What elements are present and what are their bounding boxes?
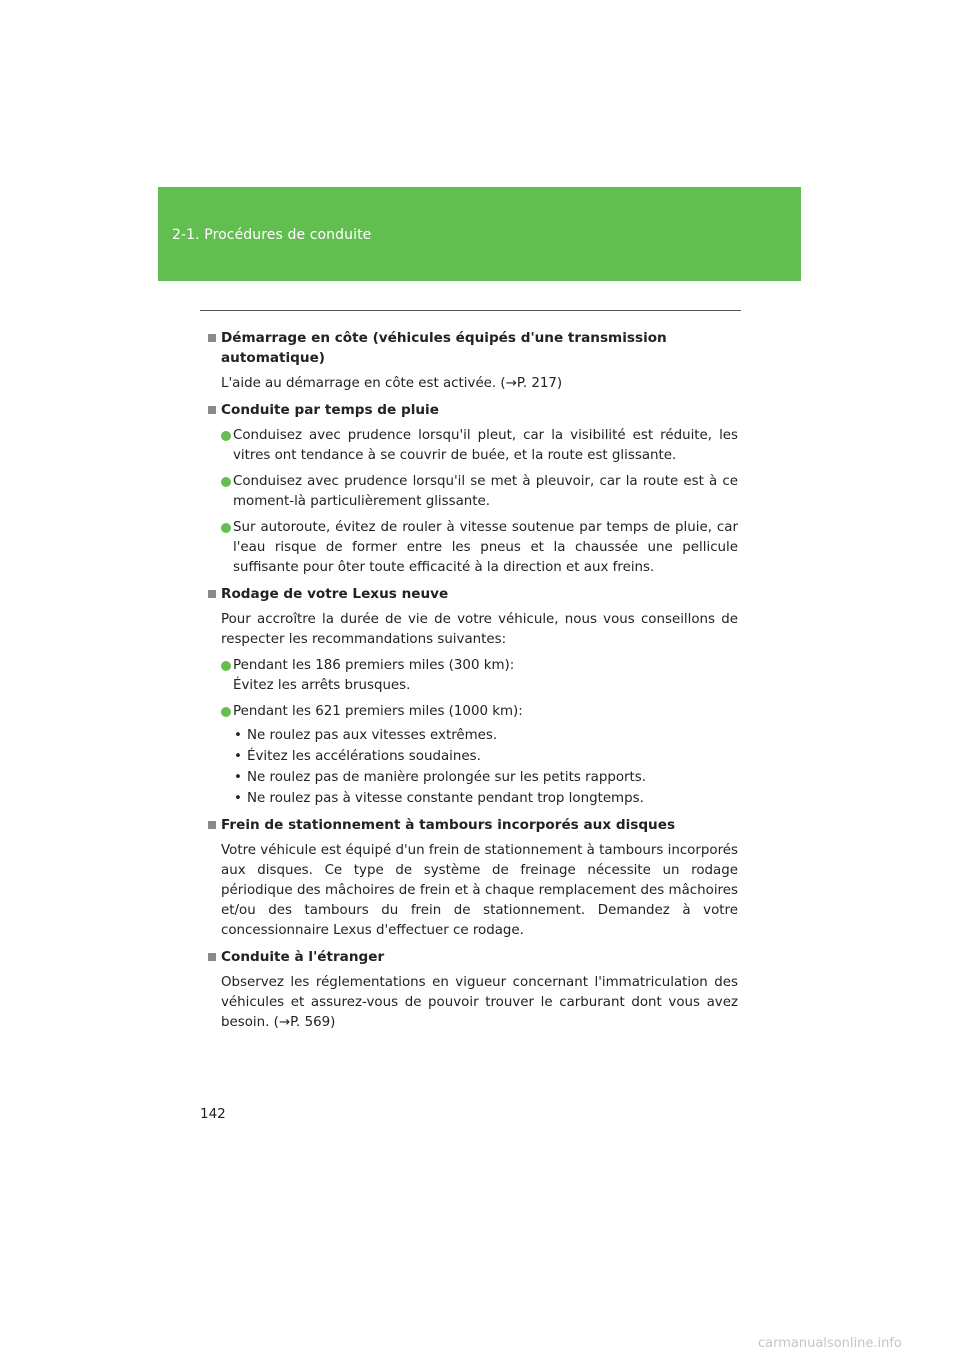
round-bullet-icon: [221, 477, 231, 487]
list-item: Pendant les 621 premiers miles (1000 km):: [206, 702, 738, 722]
heading-hill-start: Démarrage en côte (véhicules équipés d'une transmission automatique): [206, 328, 738, 368]
paragraph: L'aide au démarrage en côte est activée. (→P. 217): [221, 376, 563, 391]
square-bullet-icon: [208, 953, 216, 961]
list-item: Sur autoroute, évitez de rouler à vitesse soutenue par temps de pluie, car l'eau risque de former entre les pneus et la chaussée une pellicule suffisante pour ôter toute efficacité à la direction et aux freins.: [206, 518, 738, 578]
heading-break-in: Rodage de votre Lexus neuve: [206, 584, 738, 604]
heading-rain-driving: Conduite par temps de pluie: [206, 400, 738, 420]
round-bullet-icon: [221, 523, 231, 533]
square-bullet-icon: [208, 334, 216, 342]
sub-list-item: • Ne roulez pas de manière prolongée sur les petits rapports.: [234, 770, 647, 785]
sub-list-item: • Ne roulez pas aux vitesses extrêmes.: [234, 728, 498, 743]
square-bullet-icon: [208, 406, 216, 414]
page-number: 142: [200, 1106, 226, 1122]
heading-parking-brake: Frein de stationnement à tambours incorporés aux disques: [206, 815, 738, 835]
round-bullet-icon: [221, 661, 231, 671]
square-bullet-icon: [208, 590, 216, 598]
paragraph: Observez les réglementations en vigueur concernant l'immatriculation des véhicules et assurez-vous de pouvoir trouver le carburant dont vous avez besoin. (→P. 569): [221, 975, 738, 1030]
list-item: Conduisez avec prudence lorsqu'il se met à pleuvoir, car la route est à ce moment-là particulièrement glissante.: [206, 472, 738, 512]
watermark: carmanualsonline.info: [758, 1336, 902, 1351]
heading-abroad: Conduite à l'étranger: [206, 947, 738, 967]
sub-list-item: • Ne roulez pas à vitesse constante pendant trop longtemps.: [234, 791, 644, 806]
divider-rule: [200, 310, 741, 311]
section-title: 2-1. Procédures de conduite: [172, 227, 372, 243]
round-bullet-icon: [221, 431, 231, 441]
paragraph: Pour accroître la durée de vie de votre véhicule, nous vous conseillons de respecter les recommandations suivantes:: [221, 612, 738, 647]
list-item: Conduisez avec prudence lorsqu'il pleut, car la visibilité est réduite, les vitres ont tendance à se couvrir de buée, et la route est glissante.: [206, 426, 738, 466]
paragraph: Votre véhicule est équipé d'un frein de stationnement à tambours incorporés aux disques. Ce type de système de freinage nécessite un rodage périodique des mâchoires de frein et à chaque remplacement des mâchoires et/ou des tambours du frein de stationnement. Demandez à votre concessionnaire Lexus d'effectuer ce rodage.: [221, 843, 738, 938]
list-item: Pendant les 186 premiers miles (300 km): Évitez les arrêts brusques.: [206, 656, 738, 696]
round-bullet-icon: [221, 707, 231, 717]
sub-list-item: • Évitez les accélérations soudaines.: [234, 749, 481, 764]
section-header-bar: [158, 187, 801, 281]
page-content: [206, 328, 738, 1033]
square-bullet-icon: [208, 821, 216, 829]
